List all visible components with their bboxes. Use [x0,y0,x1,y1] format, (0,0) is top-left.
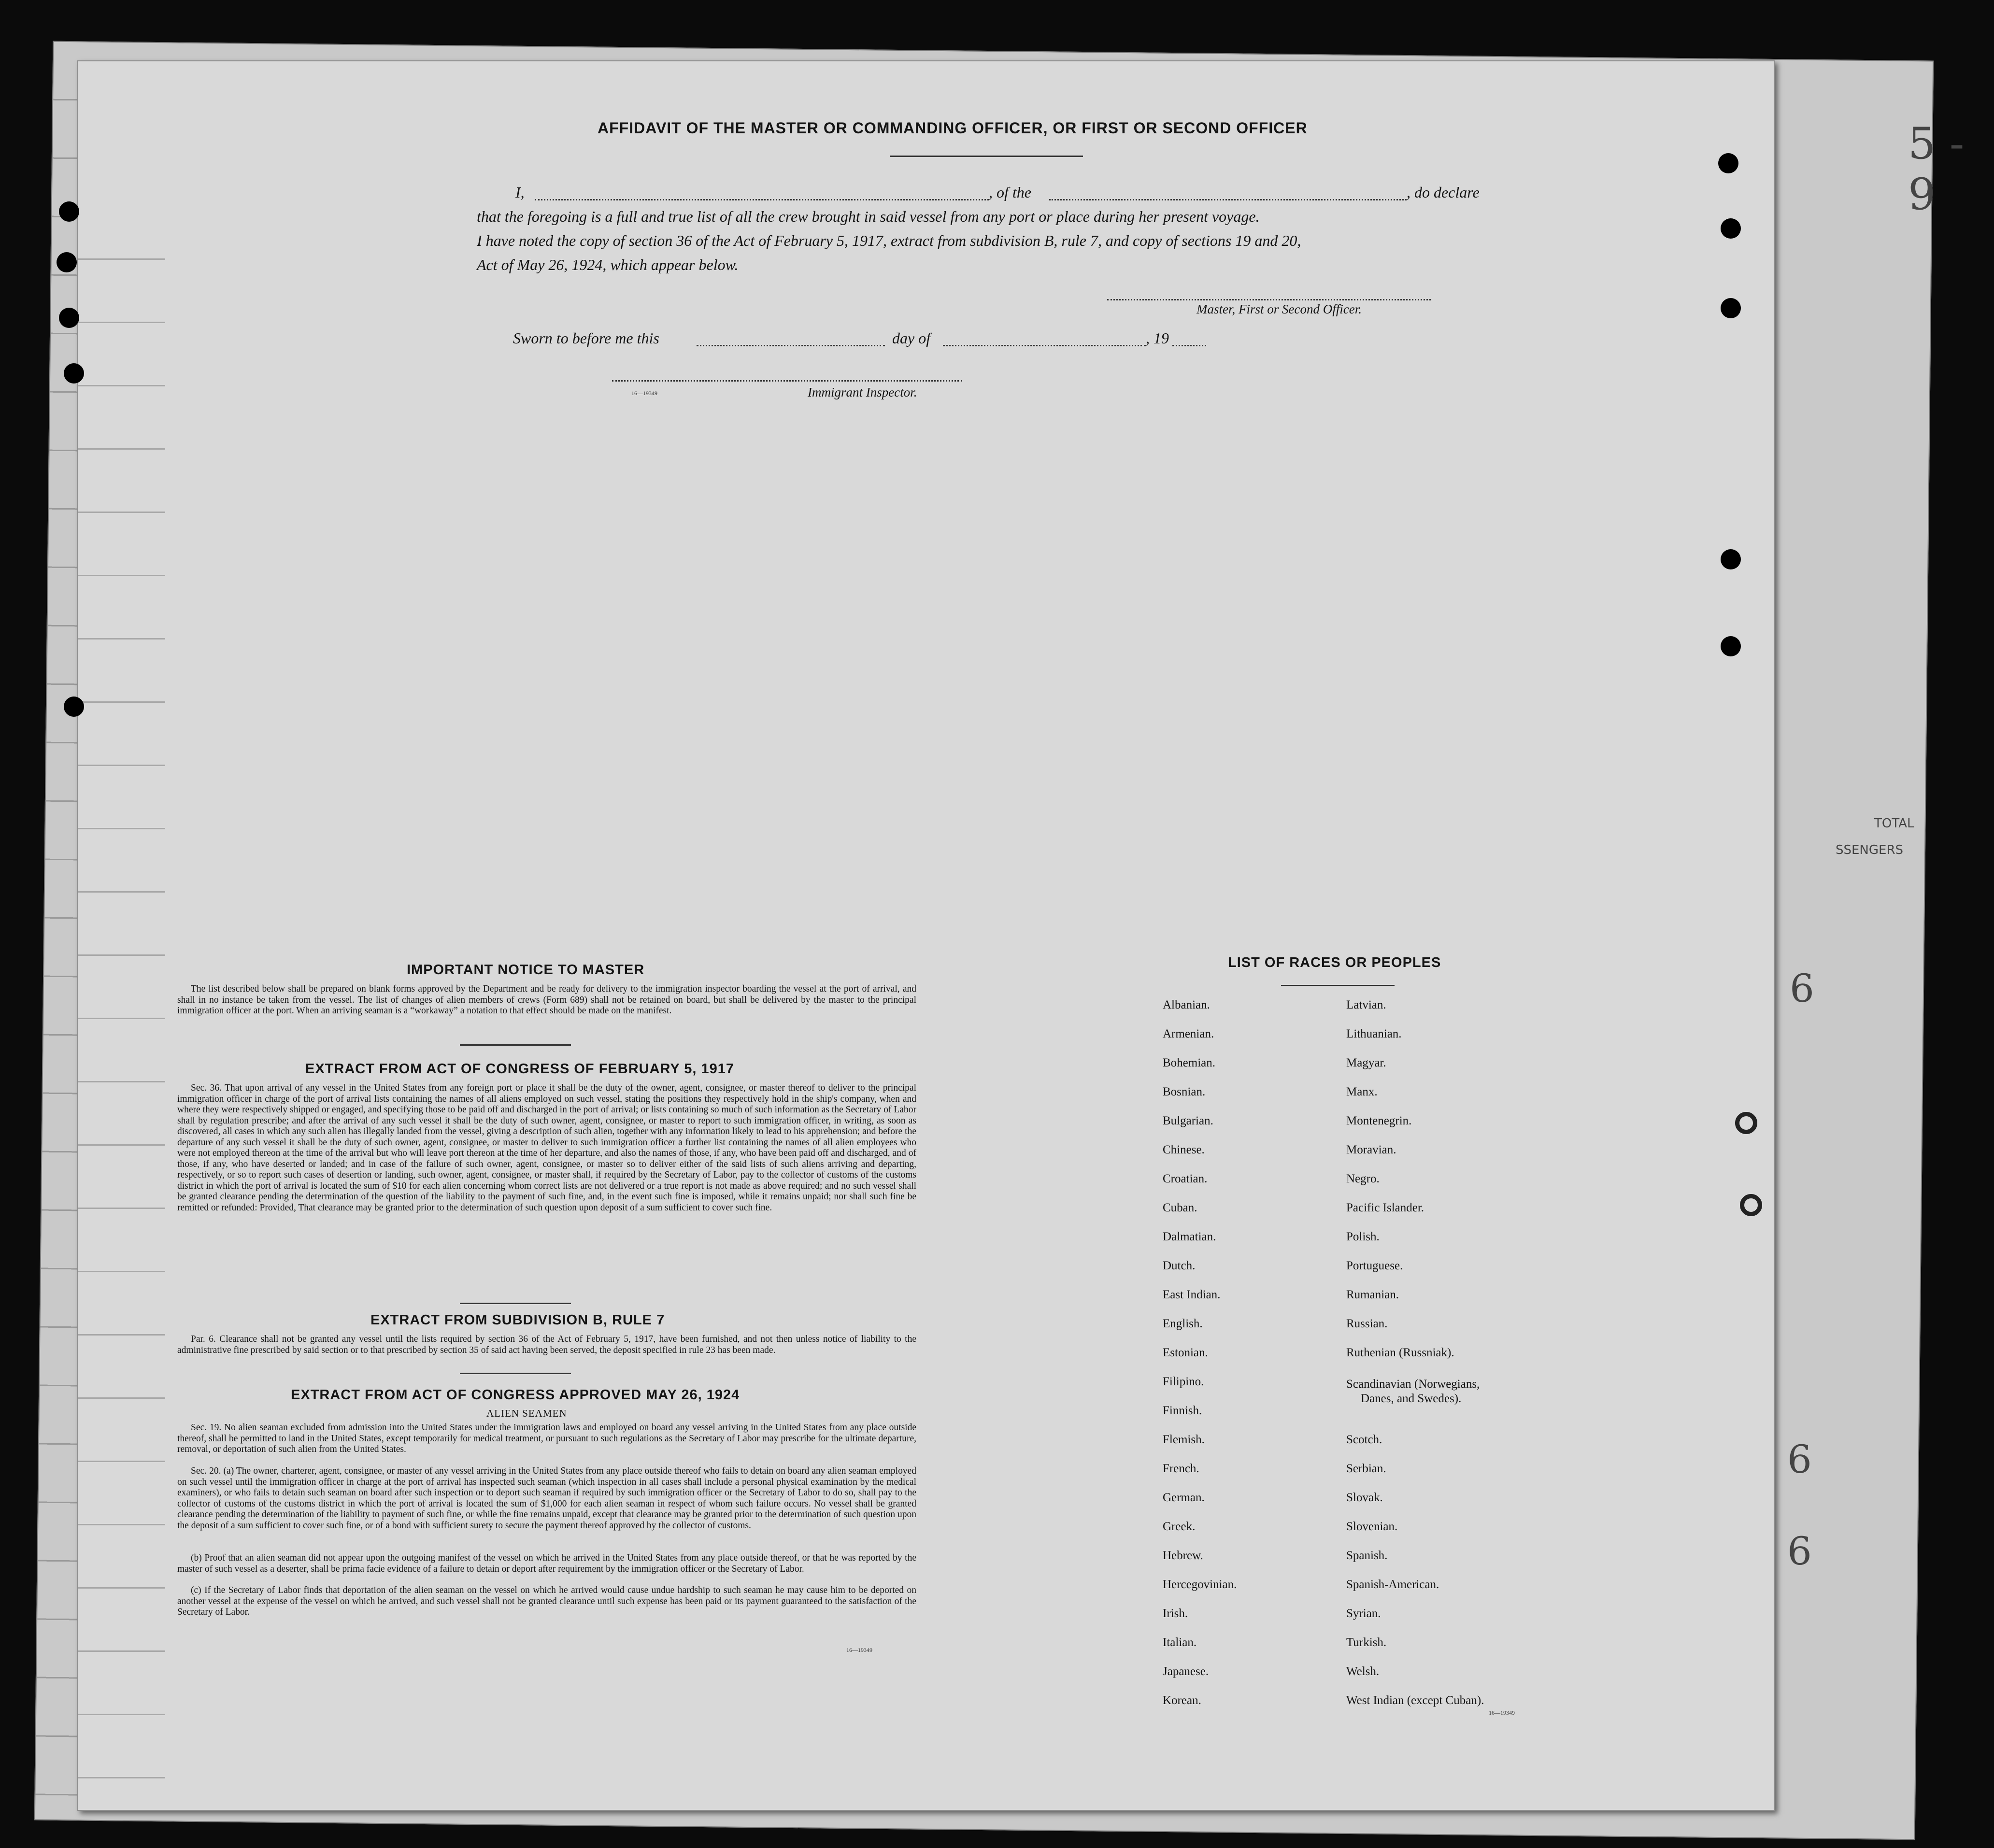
race-item: Hercegovinian. [1163,1578,1237,1591]
race-item: Croatian. [1163,1172,1208,1185]
race-item: Hebrew. [1163,1549,1203,1562]
race-item: Scotch. [1346,1433,1382,1446]
race-item: Chinese. [1163,1143,1205,1156]
races-title-rule [1281,985,1395,986]
race-item: Scandinavian (Norwegians, [1346,1378,1480,1391]
extract-1917-title: EXTRACT FROM ACT OF CONGRESS OF FEBRUARY 5, 1917 [305,1061,735,1077]
signature-blank[interactable] [1107,299,1431,300]
sworn-day-blank[interactable] [697,345,885,346]
race-item: Korean. [1163,1694,1201,1707]
handwritten-six: 6 [1787,1529,1812,1574]
manifest-page [77,60,1775,1811]
race-item: Bosnian. [1163,1085,1206,1098]
form-code: 16—19349 [846,1647,872,1653]
punch-hole [64,363,84,384]
affidavit-line-2: that the foregoing is a full and true list of all the crew brought in said vessel from any port or place during her present voyage. [477,208,1260,225]
punch-hole [1721,298,1741,318]
extract-1924-title: EXTRACT FROM ACT OF CONGRESS APPROVED MAY 26, 1924 [291,1387,740,1403]
day-of-label: day of [892,329,931,347]
race-item: Manx. [1346,1085,1378,1098]
race-item: Portuguese. [1346,1259,1403,1272]
sworn-month-blank[interactable] [943,345,1146,346]
punch-hole-ring [1740,1194,1762,1216]
declare-label: , do declare [1407,184,1480,201]
inspector-caption: Immigrant Inspector. [808,385,917,399]
form-code: 16—19349 [1489,1709,1515,1716]
race-item: Spanish. [1346,1549,1388,1562]
race-item: Lithuanian. [1346,1027,1402,1040]
section-rule [460,1044,571,1046]
race-item: Turkish. [1346,1636,1387,1649]
race-item: Estonian. [1163,1346,1208,1359]
extract-1924-sec20b: (b) Proof that an alien seaman did not appear upon the outgoing manifest of the vessel on which he arrived in the United States from any place outside thereof, or that he was reported by the master of such vessel as a deserter, shall be prima facie evidence of a failure to detain or deport after requirement by the immigration officer or the Secretary of Labor. [177,1553,916,1574]
race-item: East Indian. [1163,1288,1221,1301]
race-item: Syrian. [1346,1607,1381,1620]
race-item: Albanian. [1163,998,1210,1011]
affidavit-i-label: I, [515,184,525,201]
race-item: Dalmatian. [1163,1230,1216,1243]
race-item: Bulgarian. [1163,1114,1213,1127]
punch-hole-ring [1735,1112,1757,1134]
race-item: Welsh. [1346,1665,1380,1678]
race-item: Greek. [1163,1520,1196,1533]
vessel-blank[interactable] [1049,199,1407,200]
inspector-blank[interactable] [612,380,962,382]
name-blank[interactable] [535,199,989,200]
race-item: Japanese. [1163,1665,1209,1678]
race-item: Montenegrin. [1346,1114,1412,1127]
race-item: Ruthenian (Russniak). [1346,1346,1454,1359]
notice-body: The list described below shall be prepared on blank forms approved by the Department and be ready for delivery to the immigration inspector boarding the vessel at the port of arrival, and shall in no instance be taken from the vessel. The list of changes of alien members of crews (Form 689) shall not be retained on board, but shall be delivered by the master to the principal immigration officer at the port. When an arriving seaman is a “workaway” a notation to that effect should be made on the manifest. [177,984,916,1016]
race-item: Polish. [1346,1230,1380,1243]
race-item: Irish. [1163,1607,1188,1620]
punch-hole [1718,153,1738,173]
race-item: Latvian. [1346,998,1386,1011]
race-item: Moravian. [1346,1143,1396,1156]
year-blank[interactable] [1172,345,1206,346]
race-item: Russian. [1346,1317,1388,1330]
of-the-label: , of the [989,184,1031,201]
affidavit-line-4: Act of May 26, 1924, which appear below. [477,256,739,273]
subdivision-b-body: Par. 6. Clearance shall not be granted any vessel until the lists required by section 36 of the Act of February 5, 1917, have been furnished, and not then unless notice of liability to the administrative fine prescribed by said section or to that prescribed by section 35 of said act having been served, the deposit specified in rule 23 has been made. [177,1334,916,1355]
punch-hole [1721,636,1741,656]
race-item: Slovak. [1346,1491,1383,1504]
race-item: Rumanian. [1346,1288,1399,1301]
notice-title: IMPORTANT NOTICE TO MASTER [407,962,645,978]
races-title: LIST OF RACES OR PEOPLES [1228,955,1441,970]
sworn-label: Sworn to before me this [513,329,659,347]
race-item: Dutch. [1163,1259,1196,1272]
handwritten-page-number: 5 - 9 [1908,118,1965,220]
race-item: Italian. [1163,1636,1197,1649]
race-item: Cuban. [1163,1201,1197,1214]
alien-seamen-subtitle: ALIEN SEAMEN [486,1407,567,1419]
race-item: Finnish. [1163,1404,1202,1417]
section-rule [460,1373,571,1374]
extract-1924-sec20a: Sec. 20. (a) The owner, charterer, agent, consignee, or master of any vessel arriving in the United States from any place outside thereof who fails to detain on board any alien seaman employed on such vessel until the immigration officer in charge at the port of arrival has inspected such seaman (which inspection in all cases shall include a personal physical examination by the medical examiners), or who fails to detain such seaman on board after such inspection or to deport such seaman if required by such immigration officer or the Secretary of Labor to do so, shall pay to the collector of customs of the customs district in which the port of arrival is located the sum of $1,000 for each alien seaman in respect of whom such failure occurs. No vessel shall be granted clearance pending the determination of the liability to payment of such fine, or while the fine remains unpaid, except that clearance may be granted prior to the determination of such question upon the deposit of a sum sufficient to cover such fine, or of a bond with sufficient surety to secure the payment thereof approved by the collector of customs. [177,1466,916,1531]
race-item: English. [1163,1317,1203,1330]
race-item: Bohemian. [1163,1056,1216,1069]
punch-hole [59,308,79,328]
total-label: TOTAL [1874,816,1914,831]
race-item: Slovenian. [1346,1520,1398,1533]
race-item: West Indian (except Cuban). [1346,1694,1484,1707]
extract-1924-sec19: Sec. 19. No alien seaman excluded from admission into the United States under the immigration laws and employed on board any vessel arriving in the United States from any place outside thereof, shall be permitted to land in the United States, except temporarily for medical treatment, or pursuant to such regulations as the Secretary of Labor may prescribe for the ultimate departure, removal, or deportation of such alien from the United States. [177,1422,916,1454]
title-rule [890,156,1083,157]
form-code: 16—19349 [631,390,657,397]
punch-hole [59,201,79,222]
punch-hole [1721,549,1741,569]
subdivision-b-title: EXTRACT FROM SUBDIVISION B, RULE 7 [370,1312,665,1328]
race-item: Armenian. [1163,1027,1214,1040]
ruled-margin-lines [78,197,165,1791]
extract-1924-sec20c: (c) If the Secretary of Labor finds that deportation of the alien seaman on the vessel on which he arrived would cause undue hardship to such seaman he may cause him to be deported on another vessel at the expense of the vessel on which he arrived, and such vessel shall not be granted clearance until such expense has been paid or its payment guaranteed to the satisfaction of the Secretary of Labor. [177,1585,916,1617]
extract-1917-body: Sec. 36. That upon arrival of any vessel in the United States from any foreign port or place it shall be the duty of the owner, agent, consignee, or master thereof to deliver to the principal immigration officer in charge of the port of arrival lists containing the names of all aliens employed on such vessel, stating the positions they respectively hold in the ship's company, when and where they were respectively shipped or engaged, and specifying those to be paid off and discharged in the port of arrival; or lists containing so much of such information as the Secretary of Labor shall by regulation prescribe; and after the arrival of any such vessel it shall be the duty of such owner, agent, consignee, or master to report to such immigration officer, in writing, as soon as discovered, all cases in which any such alien has illegally landed from the vessel, giving a description of such alien, together with any information likely to lead to his apprehension; and before the departure of any such vessel it shall be the duty of such owner, agent, consignee, or master to deliver to such immigration officer a further list containing the names of all alien employees who were not employed thereon at the time of the arrival but who will leave port thereon at the time of her departure, and also the names of those, if any, who have been paid off and discharged, and of those, if any, who have deserted or landed; and in case of the failure of such owner, agent, consignee, or master so to deliver either of the said lists of such aliens arriving and departing, respectively, or so to report such cases of desertion or landing, such owner, agent, consignee, or master shall, if required by the Secretary of Labor, pay to the collector of customs of the customs district in which the port of arrival is located the sum of $10 for each alien concerning whom correct lists are not delivered or a true report is not made as above required; and no such vessel shall be granted clearance pending the determination of the question of the liability to the payment of such fine, and, in the event such fine is imposed, while it remains unpaid; nor shall such fine be remitted or refunded: Provided, That clearance may be granted prior to the determination of such question upon deposit of a sum sufficient to cover such fine. [177,1083,916,1213]
race-item: German. [1163,1491,1205,1504]
handwritten-six: 6 [1790,966,1814,1011]
race-item: Pacific Islander. [1346,1201,1424,1214]
race-item: Magyar. [1346,1056,1386,1069]
affidavit-line-3: I have noted the copy of section 36 of the Act of February 5, 1917, extract from subdivision B, rule 7, and copy of sections 19 and 20, [477,232,1301,249]
section-rule [460,1303,571,1304]
affidavit-title: AFFIDAVIT OF THE MASTER OR COMMANDING OFFICER, OR FIRST OR SECOND OFFICER [598,119,1308,137]
race-item: French. [1163,1462,1199,1475]
punch-hole [57,252,77,272]
race-item: Filipino. [1163,1375,1204,1388]
race-item: Danes, and Swedes). [1361,1392,1462,1405]
race-item: Spanish-American. [1346,1578,1439,1591]
signature-caption: Master, First or Second Officer. [1196,302,1362,316]
year-label: , 19 [1146,329,1169,347]
race-item: Flemish. [1163,1433,1205,1446]
race-item: Negro. [1346,1172,1380,1185]
handwritten-six: 6 [1787,1437,1812,1482]
punch-hole [64,697,84,717]
race-item: Serbian. [1346,1462,1386,1475]
passengers-label: SSENGERS [1836,843,1904,857]
punch-hole [1721,218,1741,239]
